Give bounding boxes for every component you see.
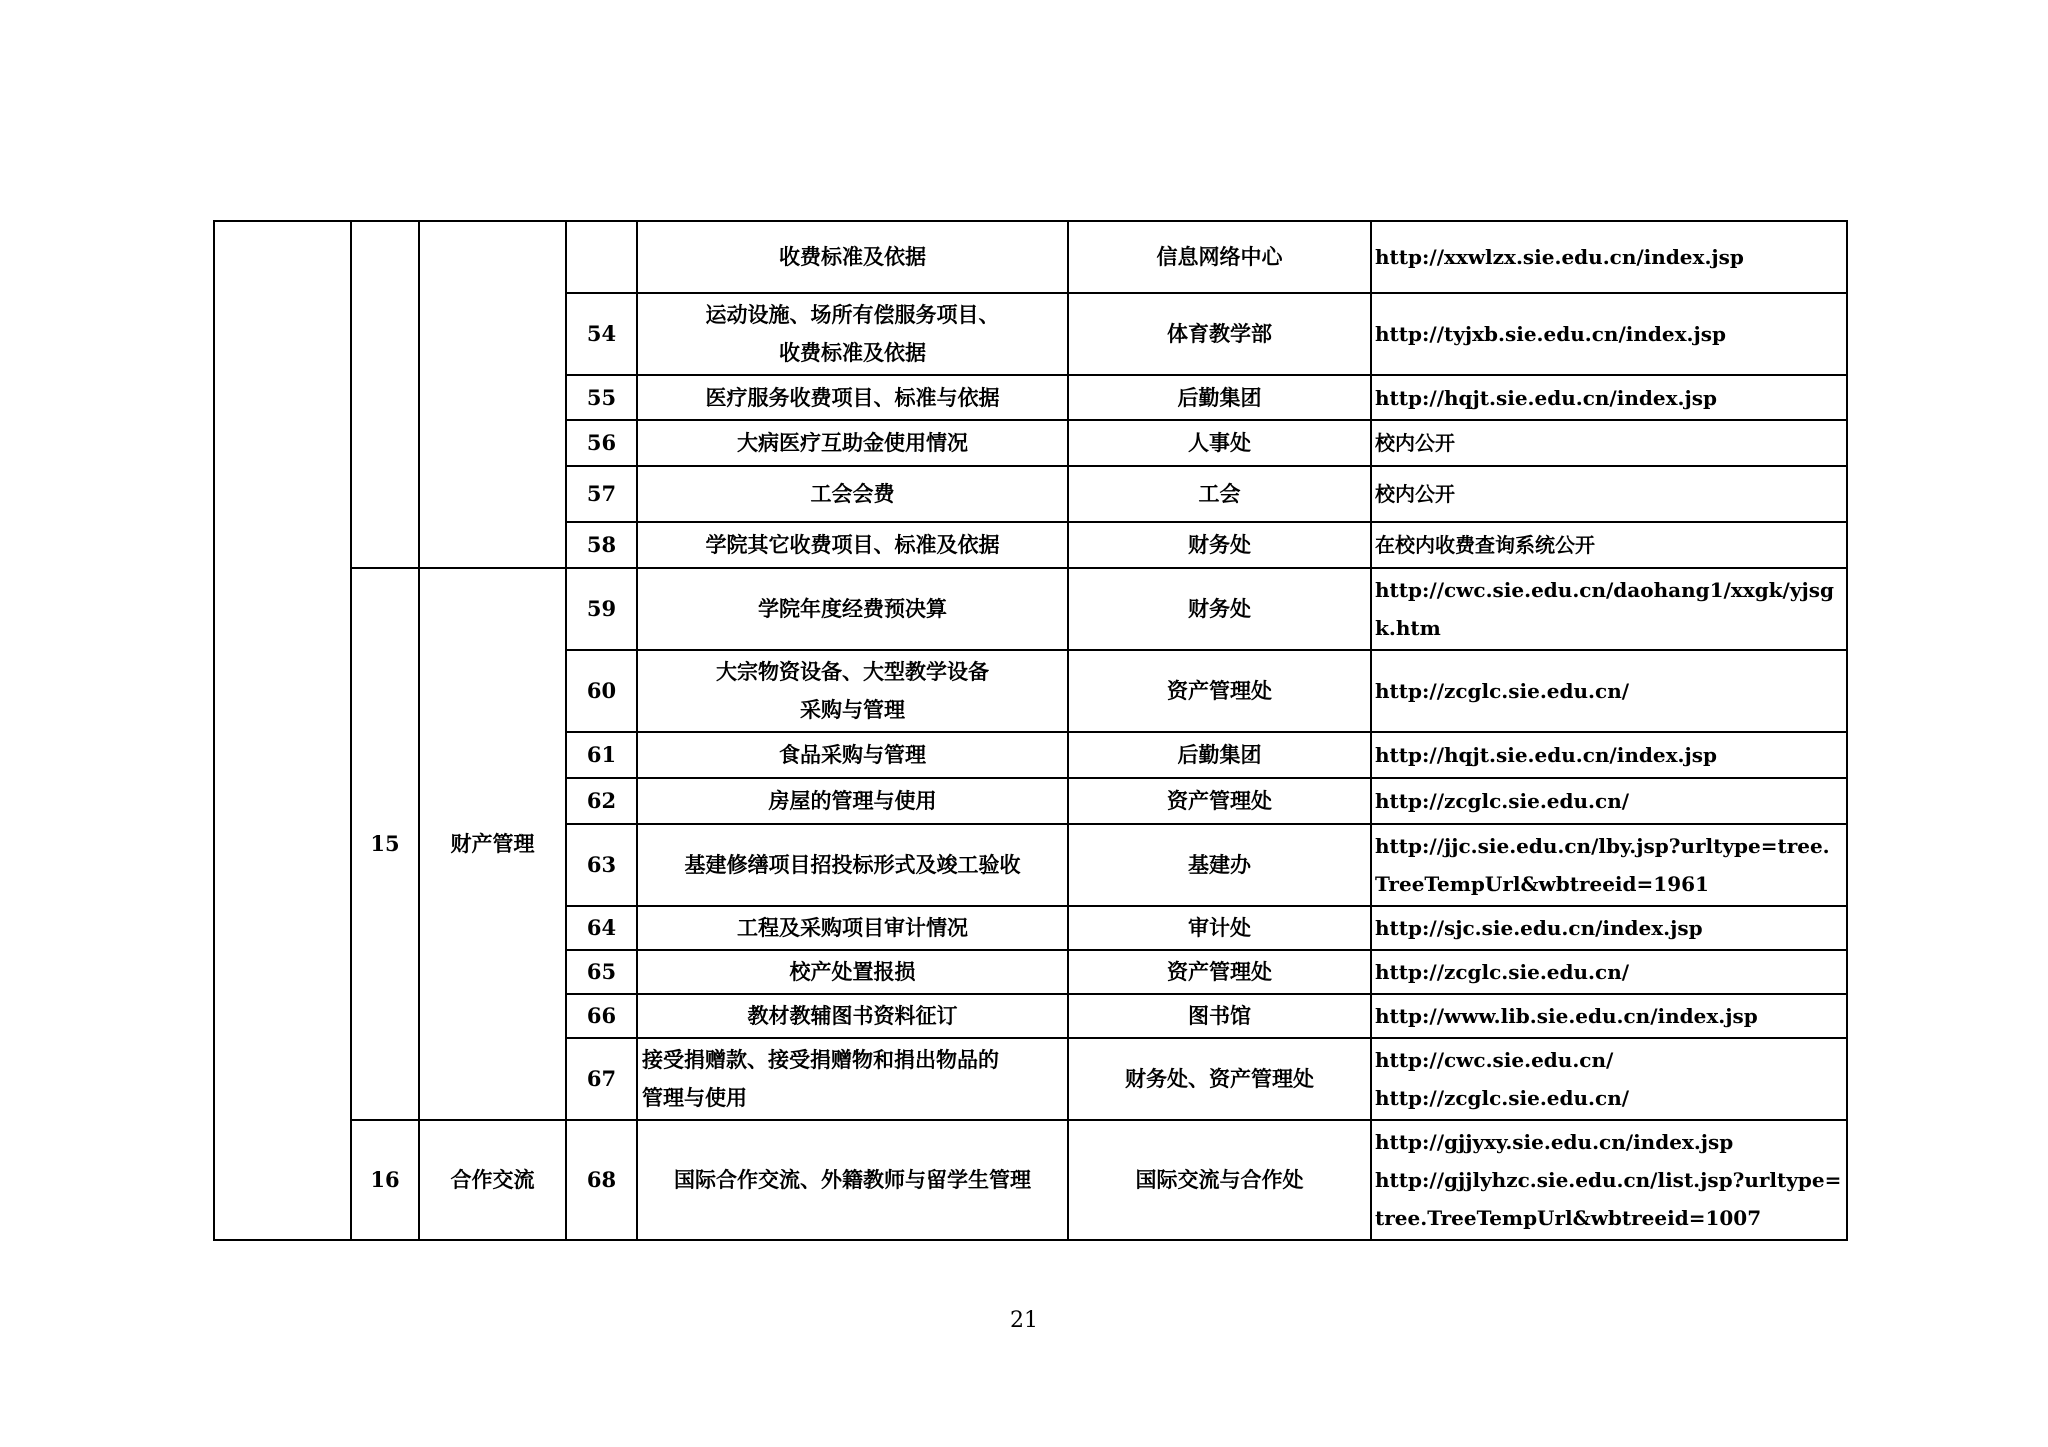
- item-name: [637, 1038, 1068, 1120]
- disclosure-url: http://sjc.sie.edu.cn/index.jsp: [1371, 906, 1847, 950]
- item-name: 房屋的管理与使用: [637, 778, 1068, 824]
- item-name: 学院年度经费预决算: [637, 568, 1068, 650]
- department: 后勤集团: [1068, 375, 1371, 420]
- department: 国际交流与合作处: [1068, 1120, 1371, 1240]
- item-number: 61: [566, 732, 637, 778]
- item-number: 63: [566, 824, 637, 906]
- item-name-line: 接受捐赠款、接受捐赠物和捐出物品的: [642, 1047, 999, 1072]
- department: 体育教学部: [1068, 293, 1371, 375]
- item-name-line: 管理与使用: [642, 1085, 747, 1110]
- item-number: 68: [566, 1120, 637, 1240]
- group-number: 15: [351, 568, 419, 1120]
- url-line: http://zcglc.sie.edu.cn/: [1375, 1086, 1630, 1110]
- disclosure-url: [1371, 1120, 1847, 1240]
- item-name: [637, 293, 1068, 375]
- disclosure-url: http://tyjxb.sie.edu.cn/index.jsp: [1371, 293, 1847, 375]
- item-number: 60: [566, 650, 637, 732]
- disclosure-url: 校内公开: [1371, 420, 1847, 466]
- item-number: 67: [566, 1038, 637, 1120]
- department: 资产管理处: [1068, 778, 1371, 824]
- group-number-cell-prev: [351, 221, 419, 568]
- item-name-line: 采购与管理: [800, 697, 905, 722]
- department: 工会: [1068, 466, 1371, 522]
- department: 资产管理处: [1068, 650, 1371, 732]
- item-name: 收费标准及依据: [637, 221, 1068, 293]
- item-number: 57: [566, 466, 637, 522]
- item-name-line: 运动设施、场所有偿服务项目、: [705, 302, 1000, 327]
- item-name-line: 收费标准及依据: [779, 340, 926, 365]
- group-category: 合作交流: [419, 1120, 566, 1240]
- disclosure-url: http://zcglc.sie.edu.cn/: [1371, 778, 1847, 824]
- item-number: 64: [566, 906, 637, 950]
- disclosure-url: http://jjc.sie.edu.cn/lby.jsp?urltype=tree.TreeTempUrl&wbtreeid=1961: [1371, 824, 1847, 906]
- department: 后勤集团: [1068, 732, 1371, 778]
- url-line: http://gjjyxy.sie.edu.cn/index.jsp: [1375, 1130, 1734, 1154]
- page-number: 21: [1010, 1308, 1038, 1333]
- table-row: [214, 221, 1847, 293]
- item-name-line: 大宗物资设备、大型教学设备: [716, 659, 989, 684]
- outer-category-cell: [214, 221, 351, 1240]
- group-category: 财产管理: [419, 568, 566, 1120]
- disclosure-url: http://www.lib.sie.edu.cn/index.jsp: [1371, 994, 1847, 1038]
- item-name: 基建修缮项目招投标形式及竣工验收: [637, 824, 1068, 906]
- item-name: 国际合作交流、外籍教师与留学生管理: [637, 1120, 1068, 1240]
- group-number: 16: [351, 1120, 419, 1240]
- item-number: 62: [566, 778, 637, 824]
- department: 图书馆: [1068, 994, 1371, 1038]
- department: 基建办: [1068, 824, 1371, 906]
- department: 审计处: [1068, 906, 1371, 950]
- item-number: 56: [566, 420, 637, 466]
- item-number: 55: [566, 375, 637, 420]
- item-number: 54: [566, 293, 637, 375]
- disclosure-url: http://hqjt.sie.edu.cn/index.jsp: [1371, 375, 1847, 420]
- url-line: http://gjjlyhzc.sie.edu.cn/list.jsp?urltype=tree.TreeTempUrl&wbtreeid=1007: [1375, 1168, 1842, 1230]
- item-name: 工会会费: [637, 466, 1068, 522]
- item-name: 工程及采购项目审计情况: [637, 906, 1068, 950]
- disclosure-url: http://zcglc.sie.edu.cn/: [1371, 650, 1847, 732]
- disclosure-table: [213, 220, 1848, 1241]
- department: 人事处: [1068, 420, 1371, 466]
- table-row: [214, 568, 1847, 650]
- item-name: 教材教辅图书资料征订: [637, 994, 1068, 1038]
- item-name: 食品采购与管理: [637, 732, 1068, 778]
- disclosure-url: http://xxwlzx.sie.edu.cn/index.jsp: [1371, 221, 1847, 293]
- department: 资产管理处: [1068, 950, 1371, 994]
- url-line: http://cwc.sie.edu.cn/: [1375, 1048, 1614, 1072]
- disclosure-url: [1371, 1038, 1847, 1120]
- disclosure-url: http://hqjt.sie.edu.cn/index.jsp: [1371, 732, 1847, 778]
- department: 财务处: [1068, 522, 1371, 568]
- item-name: 校产处置报损: [637, 950, 1068, 994]
- item-name: 学院其它收费项目、标准及依据: [637, 522, 1068, 568]
- disclosure-url: 在校内收费查询系统公开: [1371, 522, 1847, 568]
- department: 财务处: [1068, 568, 1371, 650]
- disclosure-url: http://zcglc.sie.edu.cn/: [1371, 950, 1847, 994]
- table-row: [214, 1120, 1847, 1240]
- item-number: 59: [566, 568, 637, 650]
- item-name: 医疗服务收费项目、标准与依据: [637, 375, 1068, 420]
- disclosure-url: http://cwc.sie.edu.cn/daohang1/xxgk/yjsgk.htm: [1371, 568, 1847, 650]
- item-number: 58: [566, 522, 637, 568]
- item-number: 66: [566, 994, 637, 1038]
- disclosure-url: 校内公开: [1371, 466, 1847, 522]
- group-category-cell-prev: [419, 221, 566, 568]
- item-number: 65: [566, 950, 637, 994]
- item-number: [566, 221, 637, 293]
- item-name: 大病医疗互助金使用情况: [637, 420, 1068, 466]
- item-name: [637, 650, 1068, 732]
- department: 信息网络中心: [1068, 221, 1371, 293]
- department: 财务处、资产管理处: [1068, 1038, 1371, 1120]
